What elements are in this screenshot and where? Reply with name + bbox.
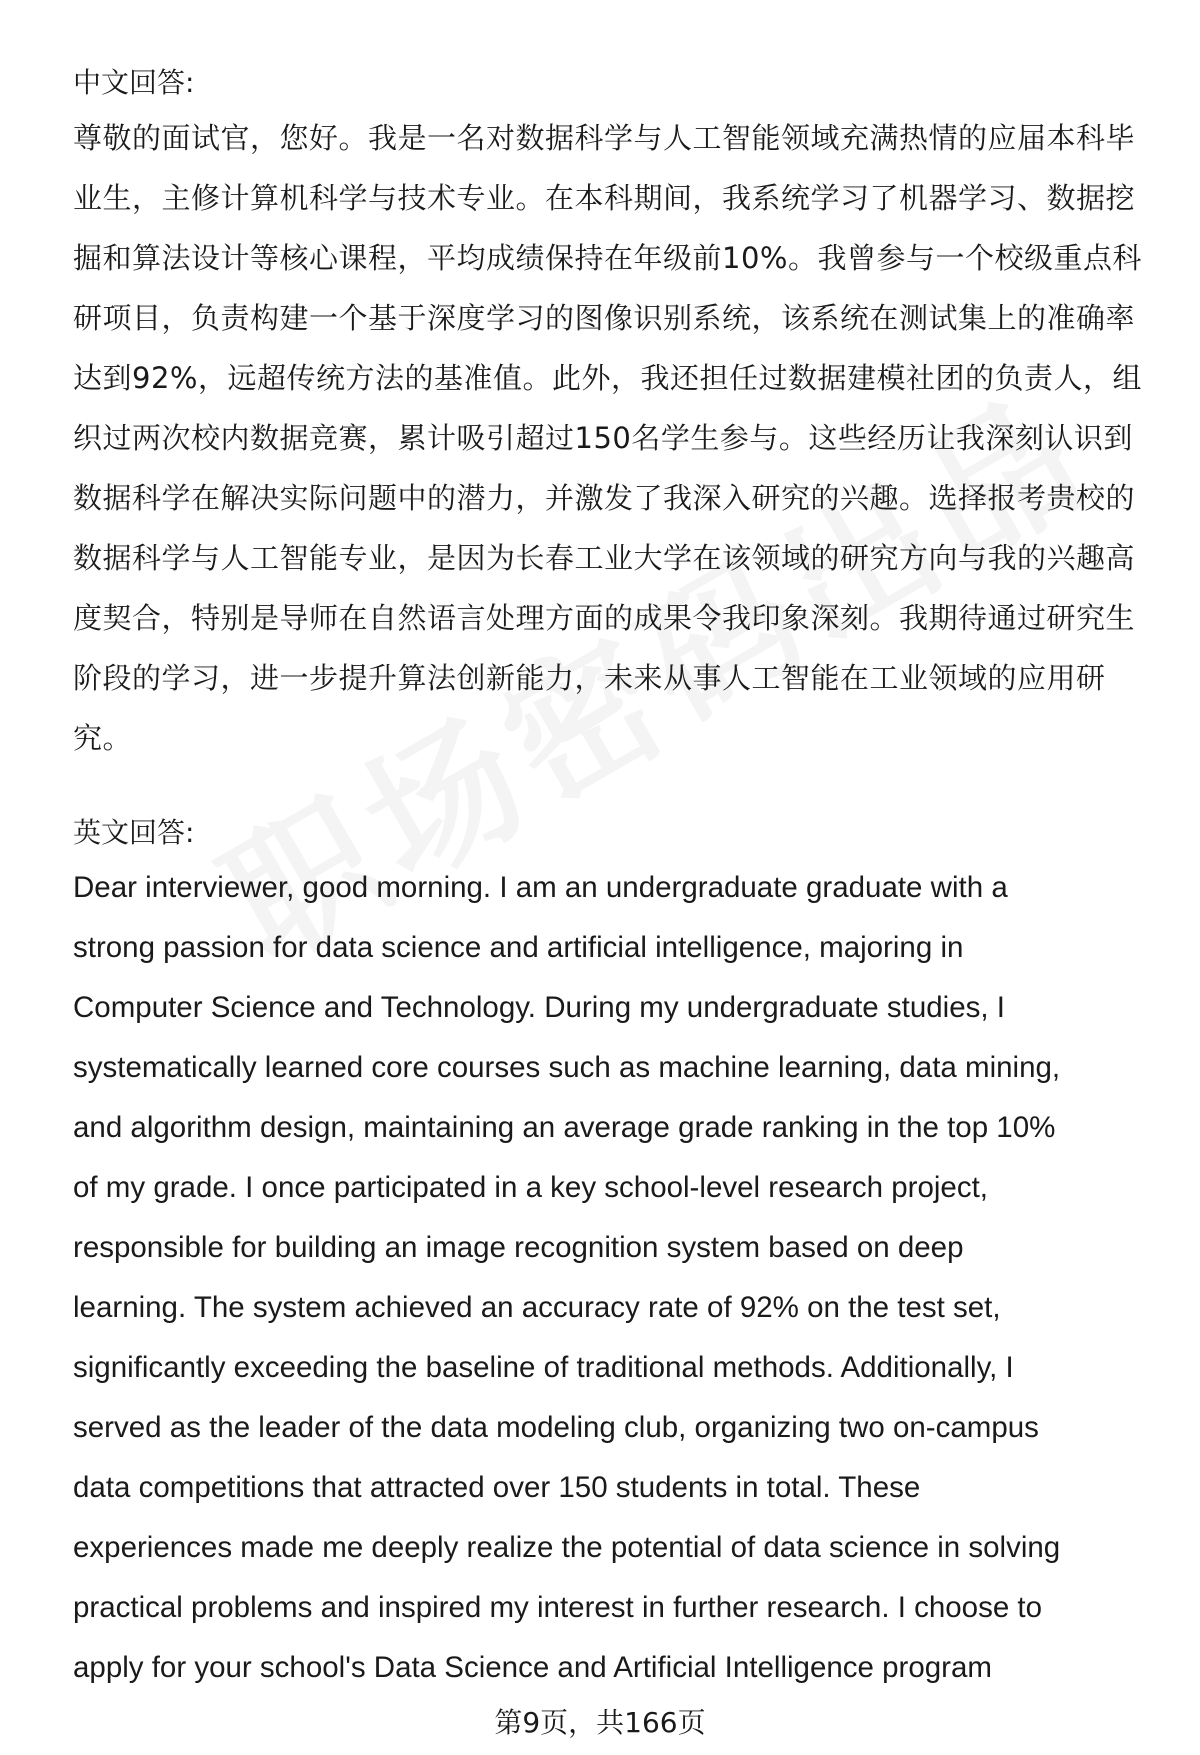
section-spacer [73, 768, 1153, 808]
text-line: practical problems and inspired my interest in further research. I choose to [73, 1591, 1043, 1624]
text-line: Dear interviewer, good morning. I am an undergraduate graduate with a [73, 871, 1008, 904]
text-line: 究。 [73, 721, 133, 755]
english-section-label: 英文回答: [73, 816, 195, 849]
text-line: apply for your school's Data Science and Artificial Intelligence program [73, 1651, 992, 1684]
text-line: 业生，主修计算机科学与技术专业。在本科期间，我系统学习了机器学习、数据挖 [73, 181, 1136, 215]
text-line: Computer Science and Technology. During my undergraduate studies, I [73, 991, 1005, 1024]
text-line: 尊敬的面试官，您好。我是一名对数据科学与人工智能领域充满热情的应届本科毕 [73, 121, 1136, 155]
text-line: significantly exceeding the baseline of traditional methods. Additionally, I [73, 1351, 1014, 1384]
text-line: 织过两次校内数据竞赛，累计吸引超过150名学生参与。这些经历让我深刻认识到 [73, 421, 1133, 455]
text-line: 研项目，负责构建一个基于深度学习的图像识别系统，该系统在测试集上的准确率 [73, 301, 1136, 335]
text-line: 阶段的学习，进一步提升算法创新能力，未来从事人工智能在工业领域的应用研 [73, 661, 1106, 695]
text-line: of my grade. I once participated in a key school-level research project, [73, 1171, 988, 1204]
text-line: served as the leader of the data modeling club, organizing two on-campus [73, 1411, 1039, 1444]
text-line: data competitions that attracted over 150 students in total. These [73, 1471, 921, 1504]
text-line: responsible for building an image recognition system based on deep [73, 1231, 964, 1264]
chinese-section-label: 中文回答: [73, 66, 195, 99]
page-number-footer: 第9页，共166页 [494, 1706, 706, 1739]
text-line: 度契合，特别是导师在自然语言处理方面的成果令我印象深刻。我期待通过研究生 [73, 601, 1136, 635]
chinese-answer-paragraph [73, 108, 1153, 768]
text-line: 数据科学在解决实际问题中的潜力，并激发了我深入研究的兴趣。选择报考贵校的 [73, 481, 1136, 515]
document-content [73, 58, 1153, 1698]
text-line: 达到92%，远超传统方法的基准值。此外，我还担任过数据建模社团的负责人，组 [73, 361, 1142, 395]
text-line: 掘和算法设计等核心课程，平均成绩保持在年级前10%。我曾参与一个校级重点科 [73, 241, 1142, 275]
text-line: systematically learned core courses such as machine learning, data mining, [73, 1051, 1061, 1084]
english-answer-paragraph [73, 858, 1153, 1698]
text-line: and algorithm design, maintaining an average grade ranking in the top 10% [73, 1111, 1056, 1144]
text-line: experiences made me deeply realize the potential of data science in solving [73, 1531, 1061, 1564]
text-line: 数据科学与人工智能专业，是因为长春工业大学在该领域的研究方向与我的兴趣高 [73, 541, 1136, 575]
text-line: strong passion for data science and artificial intelligence, majoring in [73, 931, 964, 964]
text-line: learning. The system achieved an accuracy rate of 92% on the test set, [73, 1291, 1001, 1324]
